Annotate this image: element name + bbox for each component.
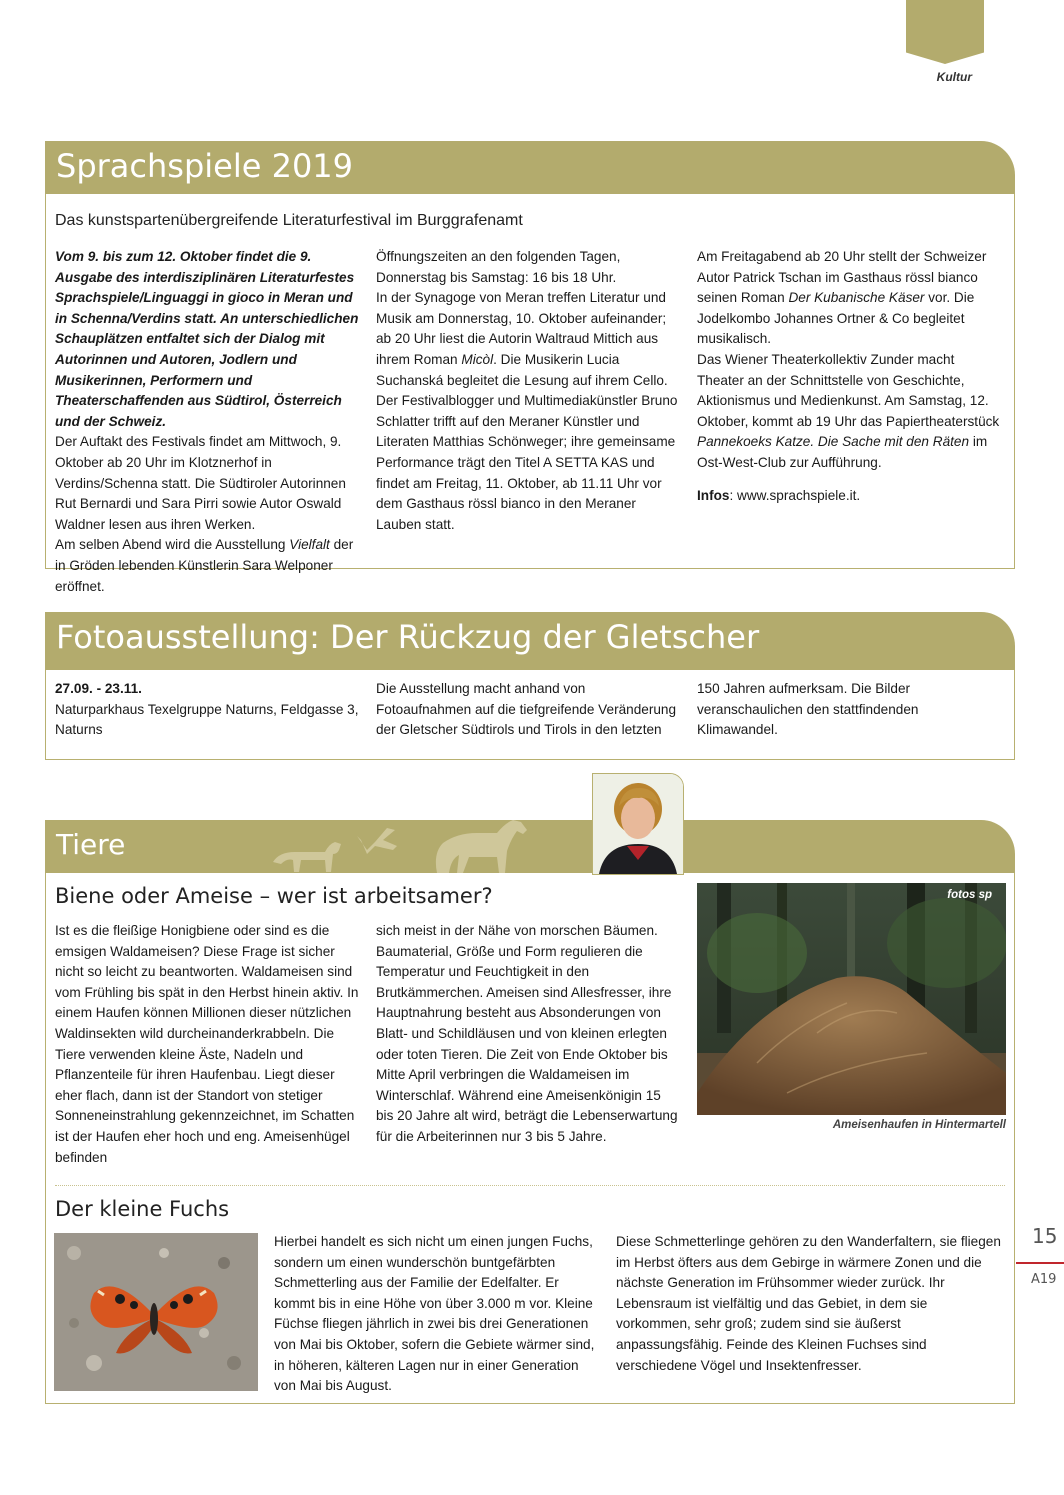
paragraph: In der Synagoge von Meran treffen Literatur und Musik am Donnerstag, 10. Oktober aufeinander; ab 20 Uhr liest die Autorin Waltraud Mittich aus ihrem Roman Micòl. Die Musikerin Lucia Suchanská begleitet die Lesung auf ihrem Cello. [376, 290, 668, 388]
section-label: Kultur [936, 70, 972, 84]
foto-text: Die Ausstellung macht anhand von Fotoaufnahmen auf die tiefgreifende Veränderung der Gletscher Südtirols und Tirols in den letzten 150 Jahren aufmerksam. Die Bilder veranschaulichen den stattfindenden Klimawandel. [376, 681, 919, 738]
biene-col-2: sich meist in der Nähe von morschen Bäumen. Baumaterial, Größe und Form regulieren die Temperatur und Feuchtigkeit in den Brutkämmerchen. Ameisen sind Allesfresser, ihre Hauptnahrung besteht aus Absonderungen von Blatt- und Schildläusen und von kleinen erlegten oder toten Tieren. Die Zeit von Ende Oktober bis Mitte April verbringen die Waldameisen im Winterschlaf. Während eine Ameisenkönigin 15 bis 20 Jahre alt wird, beträgt die Lebenserwartung für die Arbeiterinnen nur 3 bis 5 Jahre. [376, 923, 678, 1144]
paragraph: Das Wiener Theaterkollektiv Zunder macht Theater an der Schnittstelle von Geschichte, Aktionismus und Medienkunst. Am Samstag, 12. Oktober, kommt ab 19 Uhr das Papiertheaterstück Pannekoeks Katze. Die Sache mit den Räten im Ost-West-Club zur Aufführung. [697, 351, 1000, 470]
issue-code: A19 [1031, 1272, 1057, 1287]
dog-silhouette-icon [273, 842, 341, 872]
infos-link: : www.sprachspiele.it. [729, 487, 861, 503]
foto-band [45, 612, 1015, 670]
infos-line: Infos: www.sprachspiele.it. [697, 487, 861, 503]
foto-date: 27.09. - 23.11. [55, 681, 142, 696]
lead-paragraph: Vom 9. bis zum 12. Oktober findet die 9. Ausgabe des interdisziplinären Literaturfestes Sprachspiele/Linguaggi in gioco in Meran und in Schenna/Verdins statt. An unterschiedlichen Schauplätzen entfaltet sich der Dialog mit Autorinnen und Autoren, Jodlern und Musikerinnen, Performern und Theaterschaffenden aus Südtirol, Österreich und der Schweiz. [55, 249, 359, 429]
tiere-band [45, 820, 1015, 873]
divider [55, 1185, 1005, 1186]
anthill-photo [697, 883, 1006, 1115]
sprachspiele-band [45, 141, 1015, 194]
fuchs-heading: Der kleine Fuchs [55, 1197, 230, 1221]
biene-heading: Biene oder Ameise – wer ist arbeitsamer? [55, 884, 493, 908]
paragraph: Öffnungszeiten an den folgenden Tagen, Donnerstag bis Samstag: 16 bis 18 Uhr. [376, 249, 621, 285]
foto-col-1 [55, 679, 360, 741]
paragraph: Am Freitagabend ab 20 Uhr stellt der Schweizer Autor Patrick Tschan im Gasthaus rössl bianco seinen Roman Der Kubanische Käser vor. Die Jodelkombo Johannes Ortner & Co begleitet musikalisch. [697, 249, 987, 347]
section-tab [906, 0, 984, 64]
sprachspiele-subtitle: Das kunstspartenübergreifende Literaturfestival im Burggrafenamt [55, 212, 523, 229]
sprachspiele-col-3 [697, 247, 1003, 506]
animal-silhouettes [45, 820, 1015, 873]
foto-place: Naturparkhaus Texelgruppe Naturns, Feldgasse 3, Naturns [55, 701, 359, 738]
butterfly-photo [54, 1233, 258, 1391]
photo-credit: fotos sp [947, 889, 992, 901]
paragraph: Der Auftakt des Festivals findet am Mittwoch, 9. Oktober ab 20 Uhr im Klotznerhof in Verdins/Schenna statt. Die Südtiroler Autorinnen Rut Bernardi und Sara Pirri sowie Autor Oswald Waldner lesen aus ihren Werken. [55, 434, 346, 532]
sprachspiele-col-2 [376, 247, 682, 535]
tiere-title: Tiere [56, 828, 126, 861]
anthill-caption: Ameisenhaufen in Hintermartell [832, 1119, 1006, 1131]
paragraph: Am selben Abend wird die Ausstellung Vielfalt der in Gröden lebenden Künstlerin Sara Welponer eröffnet. [55, 537, 354, 594]
author-portrait [592, 773, 684, 875]
sprachspiele-col-1 [55, 247, 360, 597]
sprachspiele-title: Sprachspiele 2019 [56, 147, 354, 185]
page-number: 15 [1032, 1224, 1058, 1248]
page-rule [1016, 1262, 1064, 1264]
fuchs-col-1: Hierbei handelt es sich nicht um einen jungen Fuchs, sondern um einen wunderschön buntgefärbten Schmetterling aus der Familie der Edelfalter. Er kommt bis in eine Höhe von über 3.000 m vor. Kleine Füchse fliegen jährlich in zwei bis drei Generationen von Mai bis Oktober, sofern die Gebiete wärmer sind, in höheren, kälteren Lagen nur in einer Generation von Mai bis August. [274, 1234, 595, 1394]
portrait-image [593, 774, 683, 874]
foto-title: Fotoausstellung: Der Rückzug der Gletscher [56, 618, 760, 656]
biene-col-1: Ist es die fleißige Honigbiene oder sind es die emsigen Waldameisen? Diese Frage ist sicher nicht so leicht zu beantworten. Waldameisen sind vom Frühling bis spät in den Herbst hinein aktiv. In einem Haufen können Millionen dieser nützlichen Waldinsekten wild durcheinanderkrabbeln. Die Tiere verwenden kleine Äste, Nadeln und Pflanzenteile für ihren Haufenbau. Liegt dieser eher flach, dann ist der Standort von stetiger Sonneneinstrahlung gekennzeichnet, im Schatten ist der Haufen eher hoch und eng. Ameisenhügel befinden [55, 923, 359, 1165]
paragraph: Der Festivalblogger und Multimediakünstler Bruno Schlatter trifft auf den Meraner Künstler und Literaten Matthias Schönweger; ihre gemeinsame Performance trägt den Titel A SETTA KAS und findet am Freitag, 11. Oktober, ab 11.11 Uhr vor dem Gasthaus rössl bianco in den Meraner Lauben statt. [376, 393, 678, 532]
fuchs-col-2: Diese Schmetterlinge gehören zu den Wanderfaltern, sie fliegen im Herbst öfters aus dem Gebirge in wärmere Zonen und die nächste Generation im Frühsommer wieder zurück. Ihr Lebensraum ist vielfältig und das Gebiet, in dem sie vorkommen, sehr groß; zudem sind sie äußerst anpassungsfähig. Feinde des Kleinen Fuchses sind verschiedene Vögel und Insektenfresser. [616, 1234, 1001, 1373]
horse-silhouette-icon [436, 820, 527, 873]
bird-silhouette-icon [357, 828, 397, 854]
